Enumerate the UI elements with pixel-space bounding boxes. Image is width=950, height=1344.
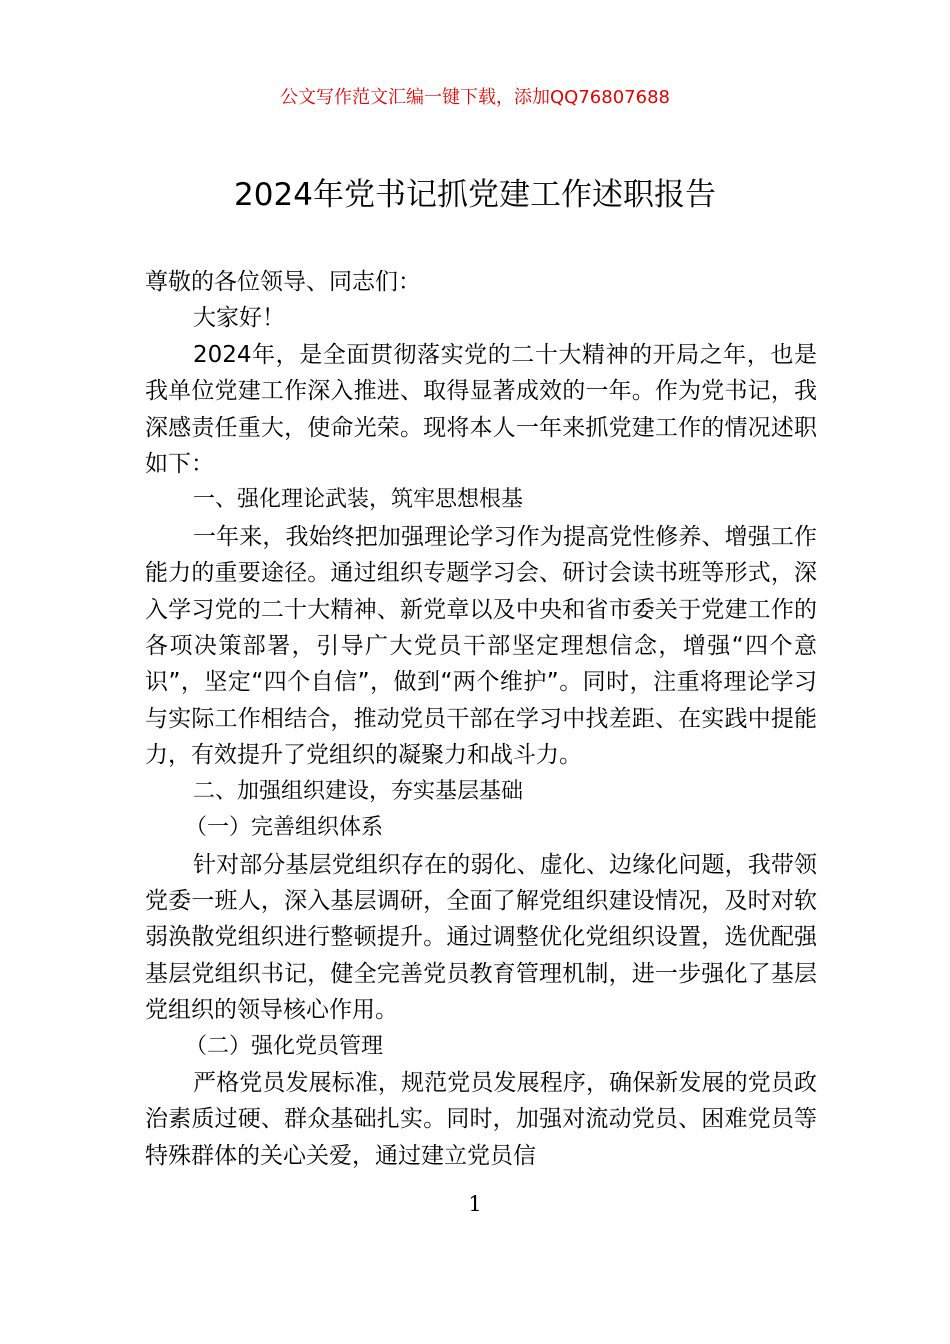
download-notice: 公文写作范文汇编一键下载，添加QQ76807688 [280, 87, 670, 108]
document-body [145, 264, 817, 1174]
section-2-heading: 二、加强组织建设，夯实基层基础 [193, 778, 524, 804]
section-1-paragraph: 一年来，我始终把加强理论学习作为提高党性修养、增强工作能力的重要途径。通过组织专题学习会、研讨会读书班等形式，深入学习党的二十大精神、新党章以及中央和省市委关于党建工作的各项决策部署，引导广大党员干部坚定理想信念，增强“四个意识”，坚定“四个自信”，做到“两个维护”。同时，注重将理论学习与实际工作相结合，推动党员干部在学习中找差距、在实践中提能力，有效提升了党组织的凝聚力和战斗力。 [145, 523, 817, 769]
page-number: 1 [468, 1192, 482, 1216]
section-2-sub-2-paragraph: 严格党员发展标准，规范党员发展程序，确保新发展的党员政治素质过硬、群众基础扎实。同时，加强对流动党员、困难党员等特殊群体的关心关爱，通过建立党员信 [145, 1069, 817, 1169]
section-2-sub-1-paragraph: 针对部分基层党组织存在的弱化、虚化、边缘化问题，我带领党委一班人，深入基层调研，全面了解党组织建设情况，及时对软弱涣散党组织进行整顿提升。通过调整优化党组织设置，选优配强基层党组织书记，健全完善党员教育管理机制，进一步强化了基层党组织的领导核心作用。 [145, 851, 817, 1024]
section-2-sub-2-heading: （二）强化党员管理 [185, 1033, 384, 1059]
intro-paragraph: 2024年，是全面贯彻落实党的二十大精神的开局之年，也是我单位党建工作深入推进、取得显著成效的一年。作为党书记，我深感责任重大，使命光荣。现将本人一年来抓党建工作的情况述职如下： [145, 341, 817, 478]
section-1-heading: 一、强化理论武装，筑牢思想根基 [193, 487, 524, 513]
document-title: 2024年党书记抓党建工作述职报告 [234, 177, 716, 213]
greeting: 大家好！ [193, 305, 285, 332]
section-2-sub-1-heading: （一）完善组织体系 [185, 815, 384, 841]
salutation: 尊敬的各位领导、同志们： [145, 269, 421, 295]
